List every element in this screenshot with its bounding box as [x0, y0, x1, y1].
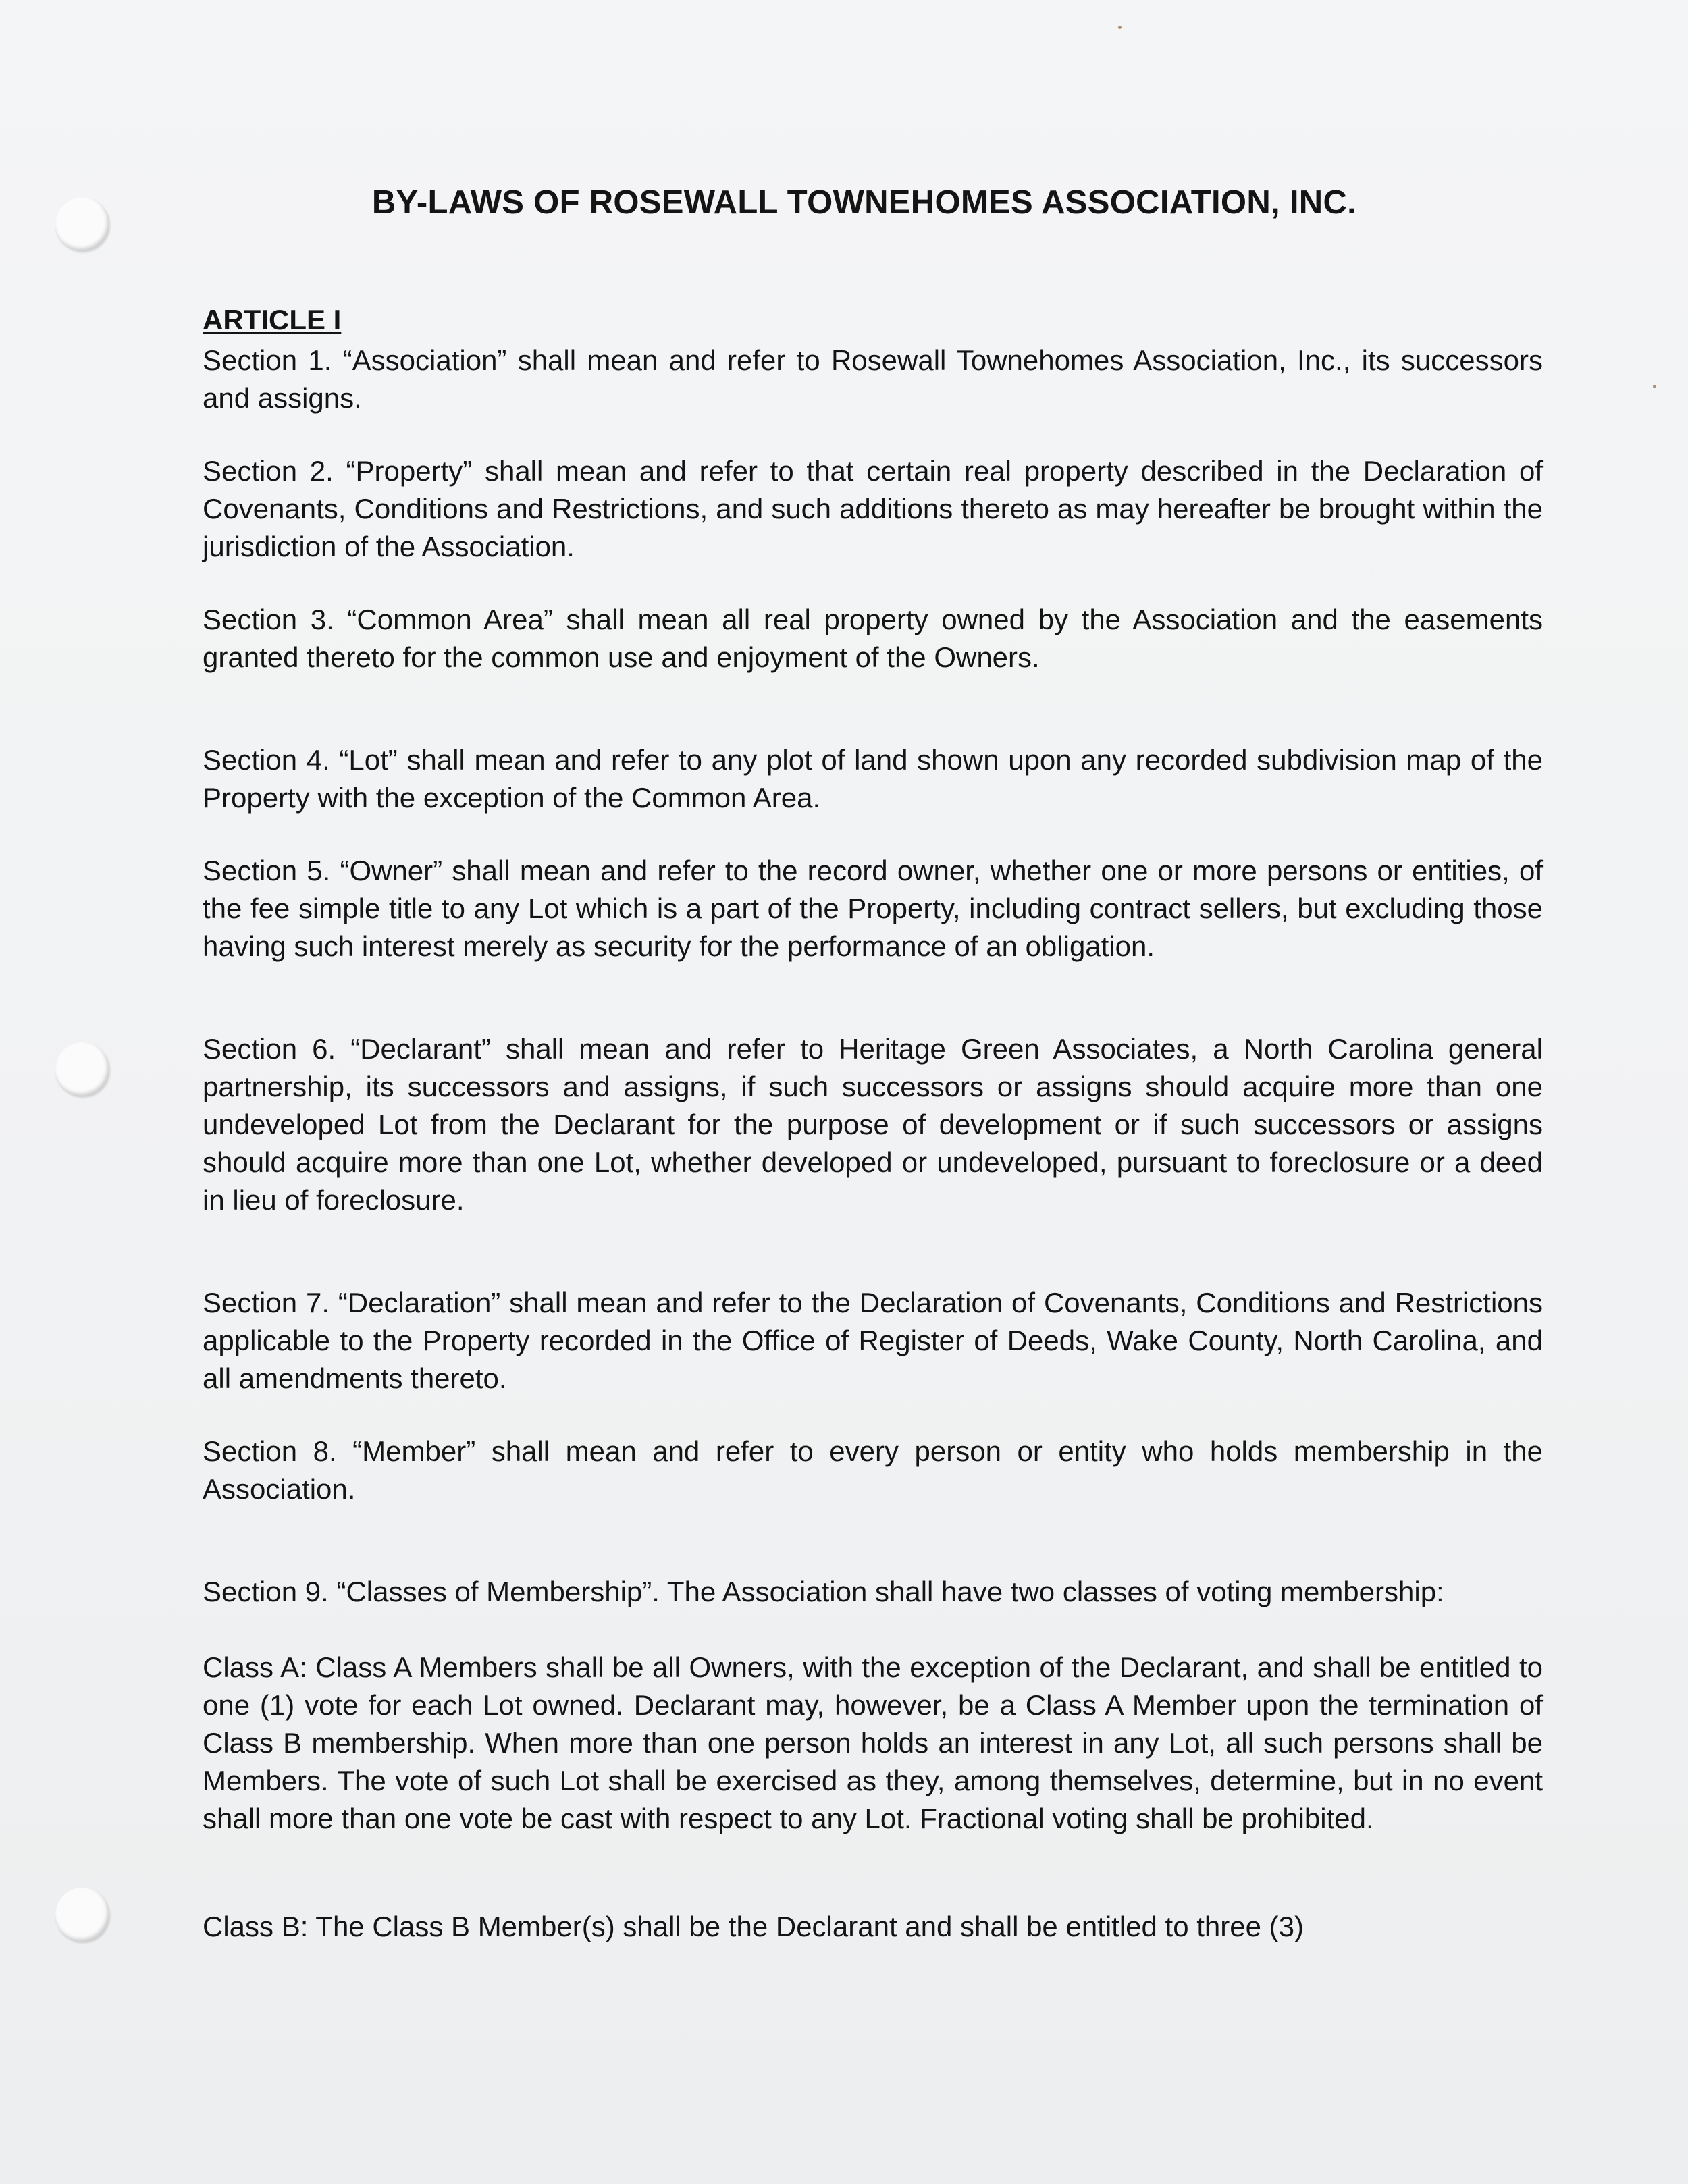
section-3: Section 3. “Common Area” shall mean all real property owned by the Association and the easements granted thereto for the common use and enjoyment of the Owners. [203, 604, 1543, 673]
section-2: Section 2. “Property” shall mean and refer to that certain real property described in the Declaration of Covenants, Conditions and Restrictions, and such additions thereto as may hereafter be brought within the jurisdiction of the Association. [203, 455, 1543, 562]
paper-speck [1653, 385, 1656, 388]
section-1: Section 1. “Association” shall mean and refer to Rosewall Townehomes Association, Inc., its successors and assigns. [203, 344, 1543, 414]
article-heading: ARTICLE I [203, 304, 342, 336]
document-title: BY-LAWS OF ROSEWALL TOWNEHOMES ASSOCIATION, INC. [371, 184, 1357, 221]
section-4: Section 4. “Lot” shall mean and refer to any plot of land shown upon any recorded subdivision map of the Property with the exception of the Common Area. [203, 744, 1543, 814]
section-5: Section 5. “Owner” shall mean and refer to the record owner, whether one or more persons or entities, of the fee simple title to any Lot which is a part of the Property, including contract sellers, but excluding those having such interest merely as security for the performance of an obligation. [203, 855, 1543, 962]
section-7: Section 7. “Declaration” shall mean and refer to the Declaration of Covenants, Conditions and Restrictions applicable to the Property recorded in the Office of Register of Deeds, Wake County, North Carolina, and all amendments thereto. [203, 1287, 1543, 1394]
punch-hole-top [55, 197, 109, 251]
punch-hole-middle [55, 1042, 109, 1096]
document-body [203, 304, 1543, 1946]
class-b-membership: Class B: The Class B Member(s) shall be the Declarant and shall be entitled to three (3) [203, 1911, 1304, 1942]
section-9: Section 9. “Classes of Membership”. The Association shall have two classes of voting membership: [203, 1576, 1444, 1607]
punch-hole-bottom [55, 1888, 109, 1942]
paper-speck [1118, 26, 1122, 29]
section-8: Section 8. “Member” shall mean and refer to every person or entity who holds membership in the Association. [203, 1435, 1543, 1505]
section-6: Section 6. “Declarant” shall mean and refer to Heritage Green Associates, a North Carolina general partnership, its successors and assigns, if such successors or assigns should acquire more than one undeveloped Lot from the Declarant for the purpose of development or if such successors or assigns should acquire more than one Lot, whether developed or undeveloped, pursuant to foreclosure or a deed in lieu of foreclosure. [203, 1033, 1543, 1216]
class-a-membership: Class A: Class A Members shall be all Owners, with the exception of the Declarant, and shall be entitled to one (1) vote for each Lot owned. Declarant may, however, be a Class A Member upon the termination of Class B membership. When more than one person holds an interest in any Lot, all such persons shall be Members. The vote of such Lot shall be exercised as they, among themselves, determine, but in no event shall more than one vote be cast with respect to any Lot. Fractional voting shall be prohibited. [203, 1651, 1543, 1834]
